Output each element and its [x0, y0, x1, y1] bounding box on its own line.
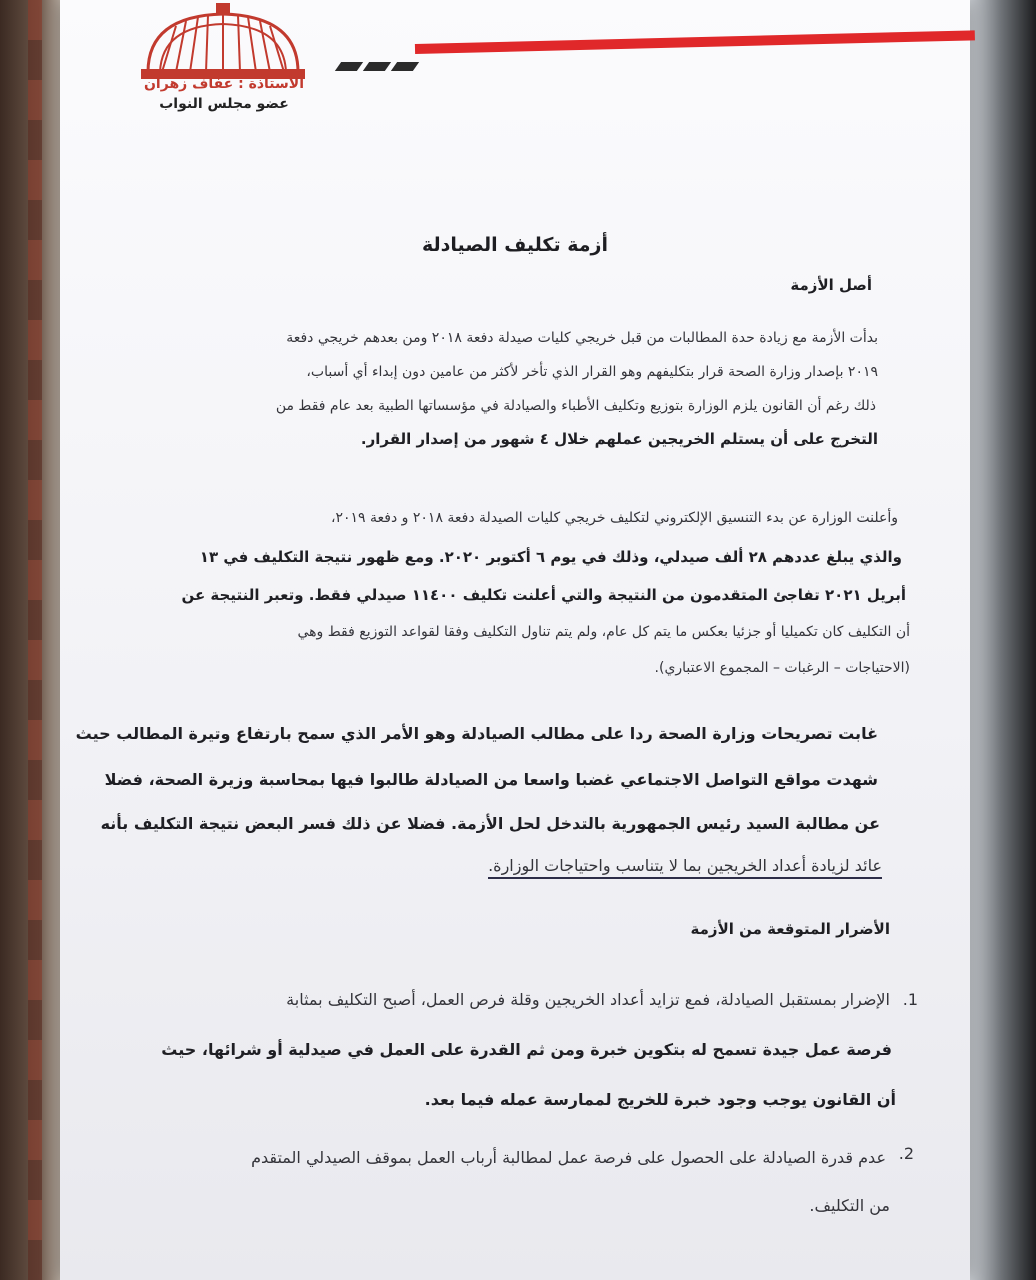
document-body: [60, 0, 970, 1280]
paragraph-line: ٢٠١٩ بإصدار وزارة الصحة قرار بتكليفهم وهو القرار الذي تأخر لأكثر من عامين دون إبداء أي أسباب،: [306, 364, 878, 380]
paragraph-line: عن مطالبة السيد رئيس الجمهورية بالتدخل لحل الأزمة. فضلا عن ذلك فسر البعض نتيجة التكليف بأنه: [100, 814, 880, 833]
right-background-edge: [966, 0, 1036, 1280]
paragraph-line: وأعلنت الوزارة عن بدء التنسيق الإلكتروني لتكليف خريجي كليات الصيدلة دفعة ٢٠١٨ و دفعة ٢٠١٩،: [330, 510, 898, 526]
author-name: الأستاذة : عفاف زهران: [143, 76, 304, 92]
page-title: أزمة تكليف الصيادلة: [422, 234, 608, 256]
paragraph-line: شهدت مواقع التواصل الاجتماعي غضبا واسعا من الصيادلة طالبوا فيها بمحاسبة وزيرة الصحة، فضلا: [104, 770, 878, 789]
list-item-line: من التكليف.: [809, 1196, 890, 1215]
document-page: [60, 0, 970, 1280]
paragraph-line: التخرج على أن يستلم الخريجين عملهم خلال ٤ شهور من إصدار القرار.: [360, 430, 878, 448]
paragraph-line: غابت تصريحات وزارة الصحة ردا على مطالب الصيادلة وهو الأمر الذي سمح بارتفاع وتيرة المطالب حيث: [75, 724, 878, 743]
author-role: عضو مجلس النواب: [159, 96, 289, 112]
paragraph-line: (الاحتياجات – الرغبات – المجموع الاعتباري).: [654, 660, 910, 676]
list-item-line: عدم قدرة الصيادلة على الحصول على فرصة عمل لمطالبة أرباب العمل بموقف الصيدلي المتقدم: [251, 1148, 886, 1167]
paragraph-line: أن التكليف كان تكميليا أو جزئيا بعكس ما يتم كل عام، ولم يتم تناول التكليف وفقا لقواعد التوزيع فقط وهي: [297, 624, 910, 640]
list-item-line: أن القانون يوجب وجود خبرة للخريج لممارسة عمله فيما بعد.: [424, 1090, 896, 1109]
list-item-line: فرصة عمل جيدة تسمح له بتكوين خبرة ومن ثم القدرة على العمل في صيدلية أو شرائها، حيث: [161, 1040, 892, 1059]
list-item-line: الإضرار بمستقبل الصيادلة، فمع تزايد أعداد الخريجين وقلة فرص العمل، أصبح التكليف بمثابة: [286, 990, 890, 1009]
plastic-sleeve-edge: [28, 0, 42, 1280]
list-item-number: 2.: [898, 1144, 914, 1163]
paragraph-line: والذي يبلغ عددهم ٢٨ ألف صيدلي، وذلك في يوم ٦ أكتوبر ٢٠٢٠. ومع ظهور نتيجة التكليف في ١٣: [199, 548, 902, 566]
paragraph-line: ذلك رغم أن القانون يلزم الوزارة بتوزيع وتكليف الأطباء والصيادلة في مؤسساتها الطبية بعد عام فقط من: [275, 398, 876, 414]
section-heading-origin: أصل الأزمة: [790, 276, 872, 294]
list-item-number: 1.: [902, 990, 918, 1009]
paragraph-line: بدأت الأزمة مع زيادة حدة المطالبات من قبل خريجي كليات صيدلة دفعة ٢٠١٨ ومن بعدهم خريجي دفعة: [286, 330, 878, 346]
section-heading-damages: الأضرار المتوقعة من الأزمة: [690, 920, 890, 938]
paragraph-line-underlined: عائد لزيادة أعداد الخريجين بما لا يتناسب واحتياجات الوزارة.: [488, 856, 882, 879]
paragraph-line: أبريل ٢٠٢١ تفاجئ المتقدمون من النتيجة والتي أعلنت تكليف ١١٤٠٠ صيدلي فقط. وتعبر النتيجة عن: [181, 586, 906, 604]
